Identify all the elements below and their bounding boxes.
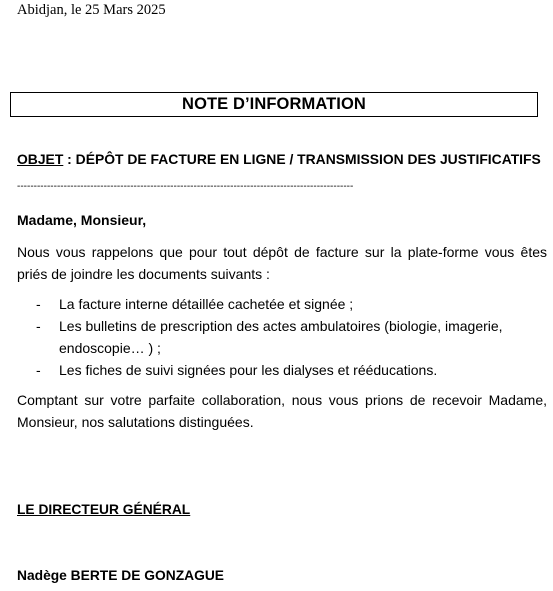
salutation: Madame, Monsieur,: [17, 212, 147, 228]
dashed-divider: -----------------------------------------------------------------------------------------------------: [17, 181, 354, 192]
subject-line: [17, 151, 541, 167]
list-item-text: Les fiches de suivi signées pour les dialyses et rééducations.: [59, 362, 438, 378]
list-item: [17, 359, 547, 381]
subject-label: OBJET: [17, 151, 64, 167]
subject-text: DÉPÔT DE FACTURE EN LIGNE / TRANSMISSION DES JUSTIFICATIFS: [75, 151, 541, 167]
place-date: Abidjan, le 25 Mars 2025: [17, 2, 166, 18]
closing-paragraph: Comptant sur votre parfaite collaboration, nous vous prions de recevoir Madame, Monsieur, nos salutations distinguées.: [17, 392, 547, 430]
list-item: [17, 315, 547, 359]
subject-separator: :: [63, 151, 76, 167]
list-item-text: La facture interne détaillée cachetée et signée ;: [59, 296, 354, 312]
list-marker: -: [36, 362, 41, 378]
list-item-text: Les bulletins de prescription des actes ambulatoires (biologie, imagerie, endoscopie… ) ;: [59, 318, 503, 356]
intro-paragraph: Nous vous rappelons que pour tout dépôt de facture sur la plate-forme vous êtes priés de joindre les documents suivants :: [17, 244, 547, 282]
document-title: NOTE D’INFORMATION: [10, 92, 538, 117]
list-marker: -: [36, 296, 41, 312]
signatory-name: Nadège BERTE DE GONZAGUE: [17, 568, 224, 583]
list-marker: -: [36, 318, 41, 334]
signatory-role: LE DIRECTEUR GÉNÉRAL: [17, 502, 191, 517]
list-item: [17, 293, 547, 315]
documents-list: [17, 293, 547, 381]
